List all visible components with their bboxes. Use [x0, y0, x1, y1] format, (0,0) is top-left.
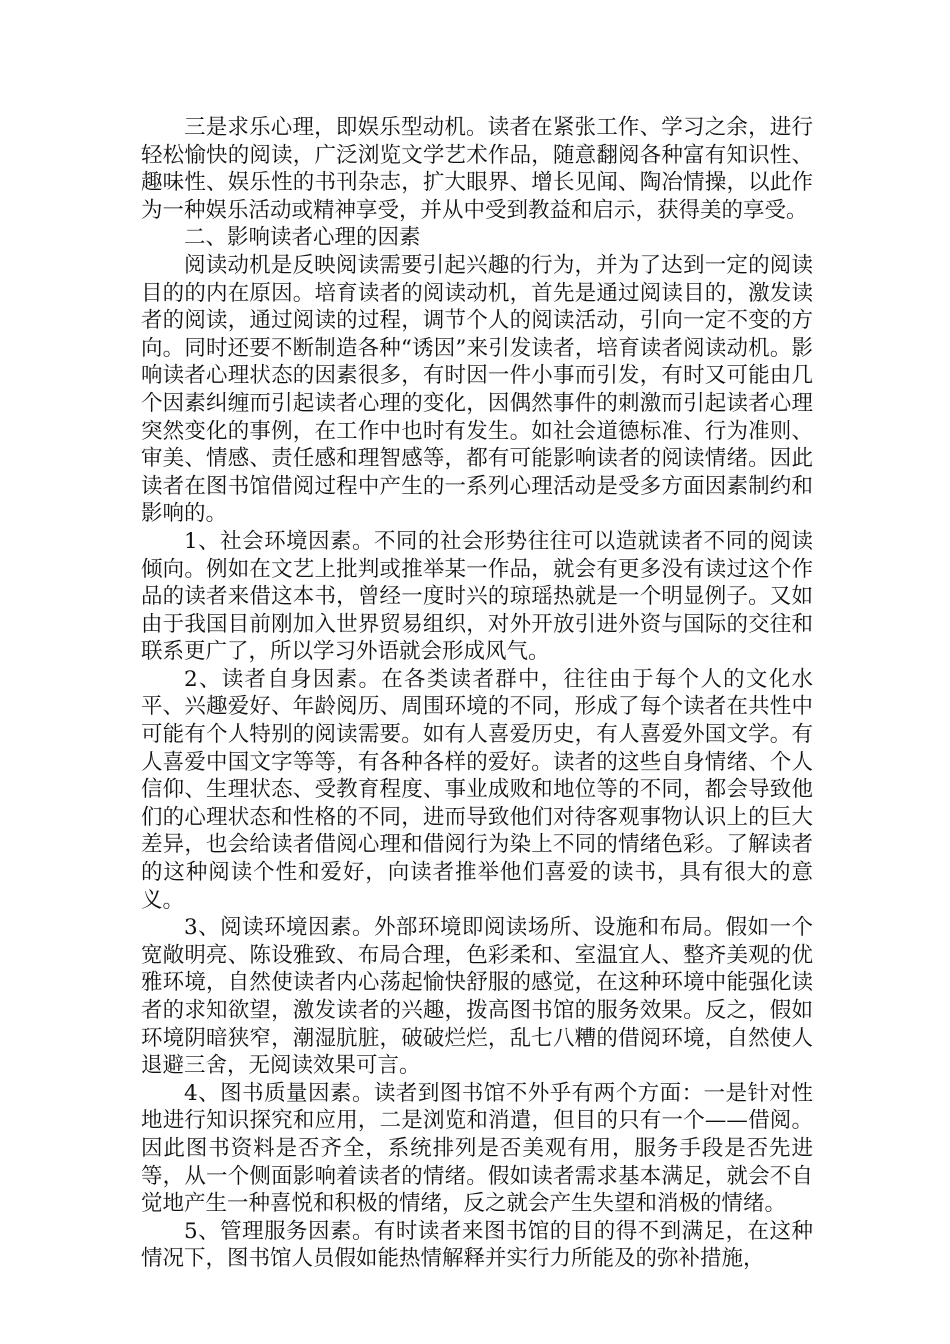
paragraph-reading-motive: 阅读动机是反映阅读需要引起兴趣的行为，并为了达到一定的阅读目的的内在原因。培育读者的阅读动机，首先是通过阅读目的，激发读者的阅读，通过阅读的过程，调节个人的阅读活动，引向一定不变的方向。同时还要不断制造各种“诱因”来引发读者，培育读者阅读动机。影响读者心理状态的因素很多，有时因一件小事而引发，有时又可能由几个因素纠缠而引起读者心理的变化，因偶然事件的刺激而引起读者心理突然变化的事例，在工作中也时有发生。如社会道德标准、行为准则、审美、情感、责任感和理智感等，都有可能影响读者的阅读情绪。因此读者在图书馆借阅过程中产生的一系列心理活动是受多方面因素制约和影响的。 — [141, 252, 813, 527]
paragraph-book-quality: 4、图书质量因素。读者到图书馆不外乎有两个方面：一是针对性地进行知识探究和应用，二是浏览和消遣，但目的只有一个——借阅。因此图书资料是否齐全，系统排列是否美观有用，服务手段是否先进等，从一个侧面影响着读者的情绪。假如读者需求基本满足，就会不自觉地产生一种喜悦和积极的情绪，反之就会产生失望和消极的情绪。 — [141, 1080, 813, 1217]
paragraph-reading-environment: 3、阅读环境因素。外部环境即阅读场所、设施和布局。假如一个宽敞明亮、陈设雅致、布局合理，色彩柔和、室温宜人、整齐美观的优雅环境，自然使读者内心荡起愉快舒服的感觉，在这种环境中能强化读者的求知欲望，激发读者的兴趣，拨高图书馆的服务效果。反之，假如环境阴暗狭窄，潮湿肮脏，破破烂烂，乱七八糟的借阅环境，自然使人退避三舍，无阅读效果可言。 — [141, 915, 813, 1079]
paragraph-entertainment-motive: 三是求乐心理，即娱乐型动机。读者在紧张工作、学习之余，进行轻松愉快的阅读，广泛浏览文学艺术作品，随意翻阅各种富有知识性、趣味性、娱乐性的书刊杂志，扩大眼界、增长见闻、陶冶情操，以此作为一种娱乐活动或精神享受，并从中受到教益和启示，获得美的享受。 — [141, 115, 813, 223]
document-page — [141, 114, 813, 1273]
paragraph-social-environment: 1、社会环境因素。不同的社会形势往往可以造就读者不同的阅读倾向。例如在文艺上批判或推举某一作品，就会有更多没有读过这个作品的读者来借这本书，曾经一度时兴的琼瑶热就是一个明显例子。又如由于我国目前刚加入世界贸易组织，对外开放引进外资与国际的交往和联系更广了，所以学习外语就会形成风气。 — [141, 528, 813, 665]
paragraph-reader-self: 2、读者自身因素。在各类读者群中，往往由于每个人的文化水平、兴趣爱好、年龄阅历、周围环境的不同，形成了每个读者在共性中可能有个人特别的阅读需要。如有人喜爱历史，有人喜爱外国文学。有人喜爱中国文字等等，有各种各样的爱好。读者的这些自身情绪、个人信仰、生理状态、受教育程度、事业成败和地位等的不同，都会导致他们的心理状态和性格的不同，进而导致他们对待客观事物认识上的巨大差异，也会给读者借阅心理和借阅行为染上不同的情绪色彩。了解读者的这种阅读个性和爱好，向读者推举他们喜爱的读书，具有很大的意义。 — [141, 666, 813, 913]
paragraph-management-service: 5、管理服务因素。有时读者来图书馆的目的得不到满足，在这种情况下，图书馆人员假如能热情解释并实行力所能及的弥补措施， — [141, 1218, 813, 1272]
section-heading-factors: 二、影响读者心理的因素 — [184, 225, 421, 251]
